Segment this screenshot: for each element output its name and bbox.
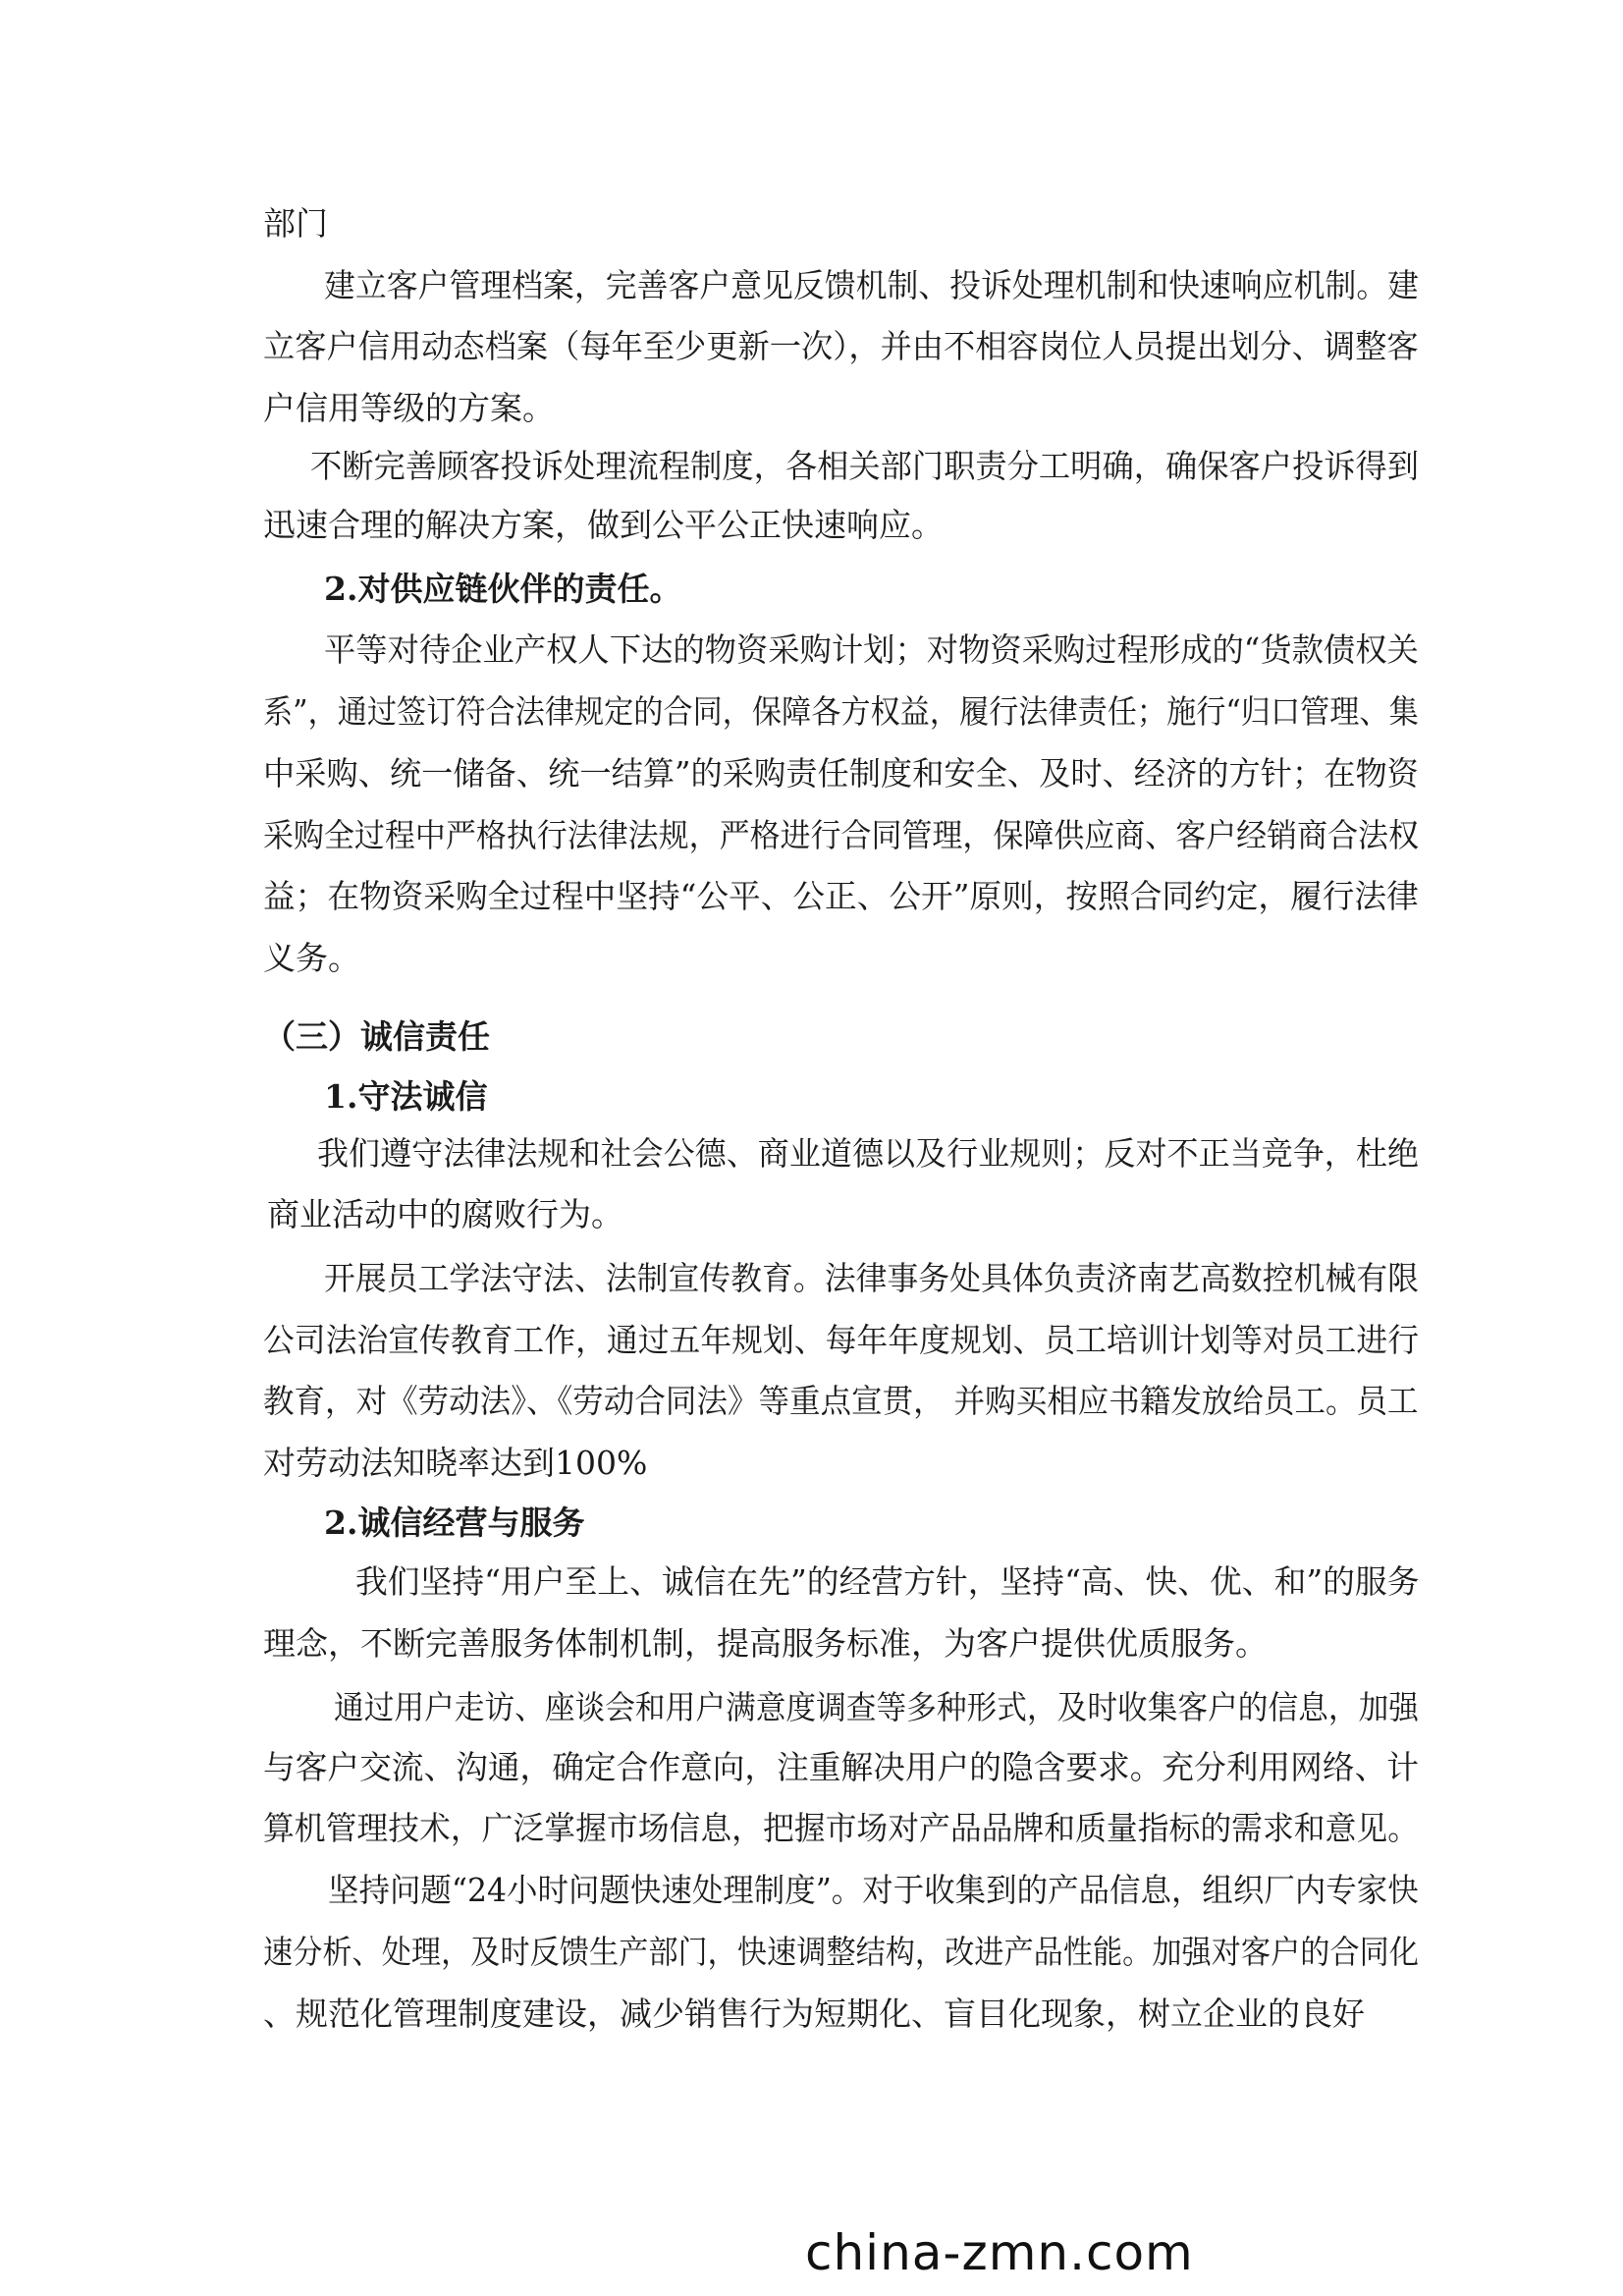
text-line: 速分析、处理，及时反馈生产部门，快速调整结构，改进产品性能。加强对客户的合同化	[263, 1933, 1419, 1971]
text-line: 对劳动法知晓率达到100%	[263, 1444, 648, 1482]
text-line: 户信用等级的方案。	[263, 389, 555, 427]
text-line: 教育，对《劳动法》、《劳动合同法》等重点宣贯， 并购买相应书籍发放给员工。员工	[263, 1382, 1419, 1420]
text-line: 建立客户管理档案，完善客户意见反馈机制、投诉处理机制和快速响应机制。建	[324, 266, 1420, 304]
text-line: 平等对待企业产权人下达的物资采购计划；对物资采购过程形成的“货款债权关	[324, 630, 1419, 669]
text-line: 商业活动中的腐败行为。	[267, 1195, 623, 1233]
text-line: 采购全过程中严格执行法律法规，严格进行合同管理，保障供应商、客户经销商合法权	[263, 816, 1420, 854]
watermark-text: china-zmn.com	[805, 2224, 1194, 2281]
text-line: 中采购、统一储备、统一结算”的采购责任制度和安全、及时、经济的方针；在物资	[263, 754, 1419, 793]
subsection-heading: 2.诚信经营与服务	[324, 1503, 585, 1542]
text-line: 义务。	[263, 939, 360, 977]
text-line: 系”，通过签订符合法律规定的合同，保障各方权益，履行法律责任；施行“归口管理、集	[263, 692, 1419, 731]
subsection-heading: 1.守法诚信	[324, 1077, 488, 1116]
text-line: 立客户信用动态档案（每年至少更新一次），并由不相容岗位人员提出划分、调整客	[263, 327, 1419, 365]
text-line: 通过用户走访、座谈会和用户满意度调查等多种形式，及时收集客户的信息，加强	[334, 1688, 1419, 1726]
text-line: 不断完善顾客投诉处理流程制度，各相关部门职责分工明确，确保客户投诉得到	[310, 447, 1420, 485]
text-line: 迅速合理的解决方案，做到公平公正快速响应。	[263, 506, 944, 544]
text-line: 、规范化管理制度建设，减少销售行为短期化、盲目化现象，树立企业的良好	[263, 1995, 1365, 2033]
text-line: 与客户交流、沟通，确定合作意向，注重解决用户的隐含要求。充分利用网络、计	[263, 1748, 1419, 1786]
text-line: 部门	[263, 204, 328, 243]
section-heading: 2.对供应链伙伴的责任。	[324, 570, 682, 608]
text-line: 开展员工学法守法、法制宣传教育。法律事务处具体负责济南艺高数控机械有限	[324, 1259, 1420, 1297]
text-line: 理念，不断完善服务体制机制，提高服务标准，为客户提供优质服务。	[263, 1624, 1268, 1663]
text-line: 坚持问题“24小时问题快速处理制度”。对于收集到的产品信息，组织厂内专家快	[328, 1871, 1419, 1909]
text-line: 益；在物资采购全过程中坚持“公平、公正、公开”原则，按照合同约定，履行法律	[263, 877, 1419, 915]
text-line: 算机管理技术，广泛掌握市场信息，把握市场对产品品牌和质量指标的需求和意见。	[263, 1809, 1420, 1847]
text-line: 公司法治宣传教育工作，通过五年规划、每年年度规划、员工培训计划等对员工进行	[263, 1321, 1420, 1359]
text-line: 我们遵守法律法规和社会公德、商业道德以及行业规则；反对不正当竞争，杜绝	[317, 1134, 1419, 1173]
text-line: 我们坚持“用户至上、诚信在先”的经营方针，坚持“高、快、优、和”的服务	[355, 1562, 1420, 1601]
section-heading: （三）诚信责任	[263, 1017, 490, 1056]
